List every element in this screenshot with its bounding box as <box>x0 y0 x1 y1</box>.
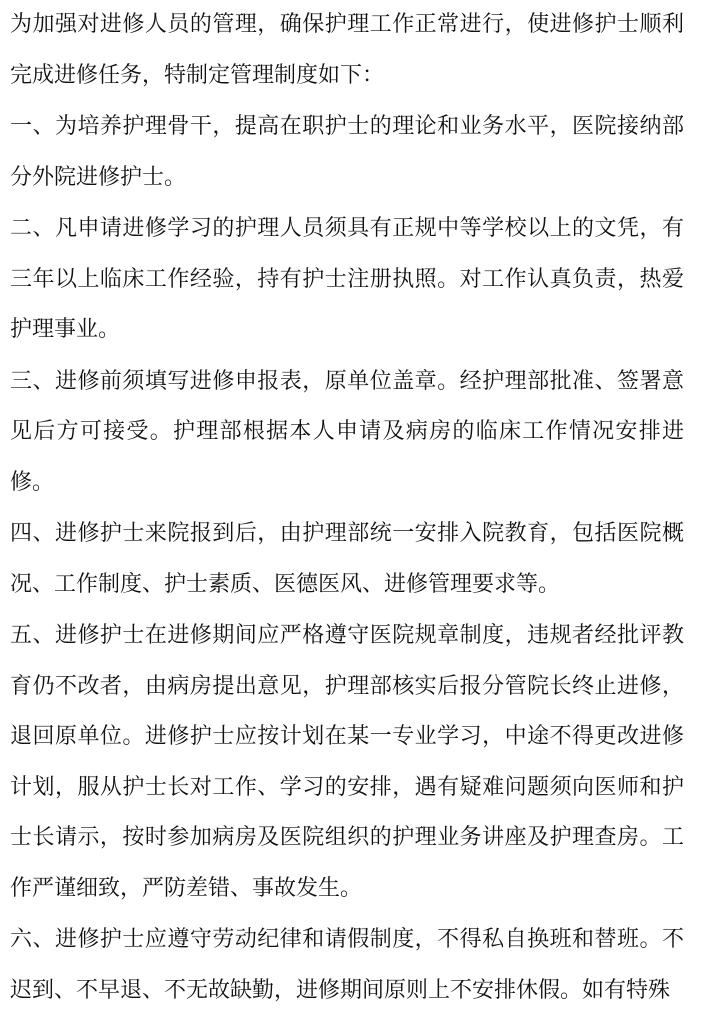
intro-paragraph: 为加强对进修人员的管理，确保护理工作正常进行，使进修护士顺利完成进修任务，特制定管理制度如下： <box>10 12 684 88</box>
rule-paragraph-2: 二、凡申请进修学习的护理人员须具有正规中等学校以上的文凭，有三年以上临床工作经验，持有护士注册执照。对工作认真负责，热爱护理事业。 <box>10 216 684 342</box>
rule-paragraph-5: 五、进修护士在进修期间应严格遵守医院规章制度，违规者经批评教育仍不改者，由病房提出意见，护理部核实后报分管院长终止进修，退回原单位。进修护士应按计划在某一专业学习，中途不得更改进修计划，服从护士长对工作、学习的安排，遇有疑难问题须向医师和护士长请示，按时参加病房及医院组织的护理业务讲座及护理查房。工作严谨细致，严防差错、事故发生。 <box>10 623 684 901</box>
document-page <box>10 0 684 1010</box>
rule-paragraph-3: 三、进修前须填写进修申报表，原单位盖章。经护理部批准、签署意见后方可接受。护理部根据本人申请及病房的临床工作情况安排进修。 <box>10 368 684 495</box>
rule-paragraph-4: 四、进修护士来院报到后，由护理部统一安排入院教育，包括医院概况、工作制度、护士素质、医德医风、进修管理要求等。 <box>10 521 684 597</box>
rule-paragraph-1: 一、为培养护理骨干，提高在职护士的理论和业务水平，医院接纳部分外院进修护士。 <box>10 114 684 190</box>
rule-paragraph-6: 六、进修护士应遵守劳动纪律和请假制度，不得私自换班和替班。不迟到、不早退、不无故缺勤，进修期间原则上不安排休假。如有特殊 <box>10 927 684 1003</box>
